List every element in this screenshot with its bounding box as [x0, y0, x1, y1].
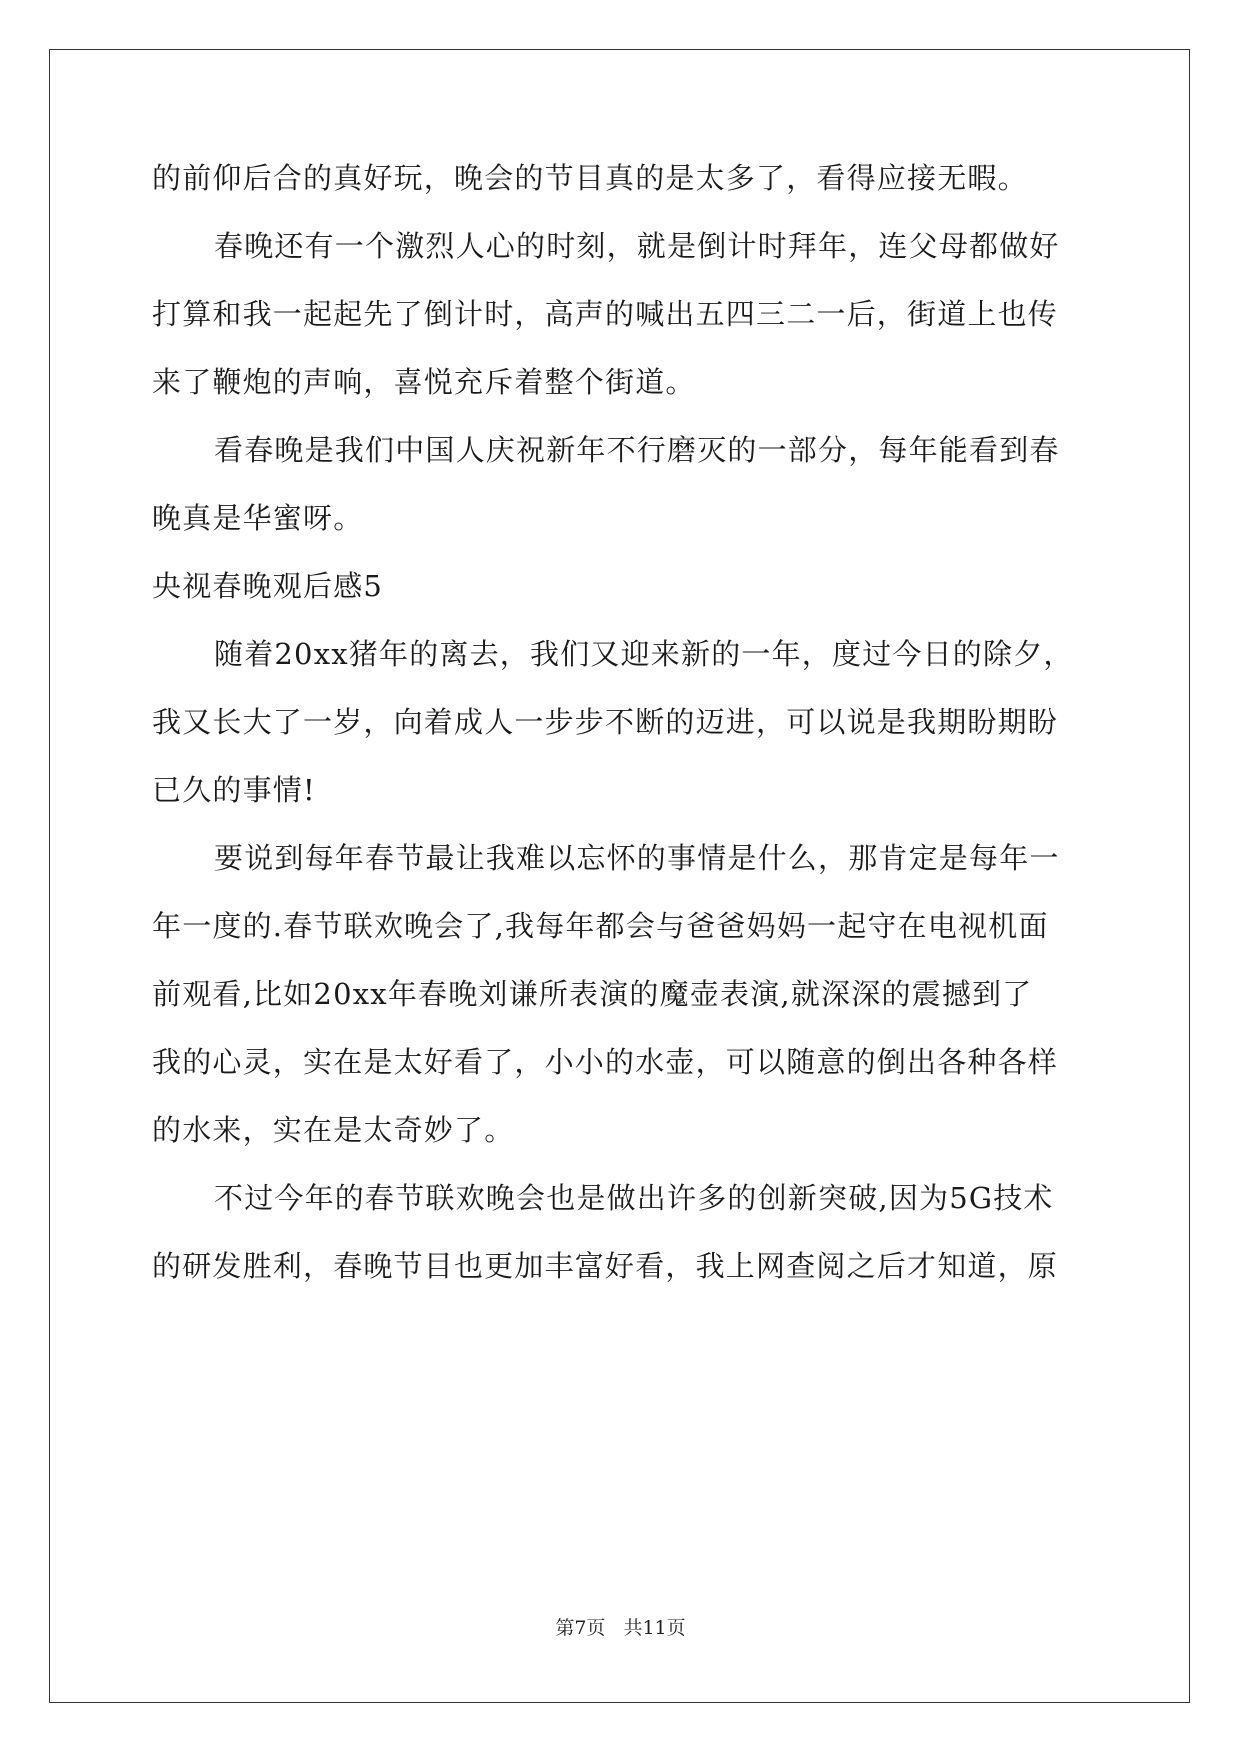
- paragraph-line: 已久的事情!: [152, 773, 316, 807]
- paragraph-line: 来了鞭炮的声响，喜悦充斥着整个街道。: [152, 365, 696, 399]
- paragraph-line: 随着20xx猪年的离去，我们又迎来新的一年，度过今日的除夕，: [214, 637, 1074, 671]
- paragraph-line: 要说到每年春节最让我难以忘怀的事情是什么，那肯定是每年一: [214, 841, 1060, 875]
- paragraph-line: 晚真是华蜜呀。: [152, 501, 364, 535]
- paragraph-line: 看春晚是我们中国人庆祝新年不行磨灭的一部分，每年能看到春: [214, 433, 1060, 467]
- paragraph-line: 不过今年的春节联欢晚会也是做出许多的创新突破,因为5G技术: [214, 1181, 1054, 1215]
- paragraph-line: 年一度的.春节联欢晚会了,我每年都会与爸爸妈妈一起守在电视机面: [152, 909, 1049, 943]
- paragraph-line: 的研发胜利，春晚节目也更加丰富好看，我上网查阅之后才知道，原: [152, 1249, 1059, 1283]
- paragraph-line: 前观看,比如20xx年春晚刘谦所表演的魔壶表演,就深深的震撼到了: [152, 977, 1033, 1011]
- page-number-total: 共11页: [623, 1617, 686, 1639]
- paragraph-line: 的水来，实在是太奇妙了。: [152, 1113, 515, 1147]
- paragraph-line: 春晚还有一个激烈人心的时刻，就是倒计时拜年，连父母都做好: [214, 229, 1060, 263]
- section-heading: 央视春晚观后感5: [152, 569, 384, 603]
- paragraph-line: 的前仰后合的真好玩，晚会的节目真的是太多了，看得应接无暇。: [152, 161, 1028, 195]
- page-number-current: 第7页: [555, 1617, 606, 1639]
- paragraph-line: 我又长大了一岁，向着成人一步步不断的迈进，可以说是我期盼期盼: [152, 705, 1059, 739]
- paragraph-line: 打算和我一起起先了倒计时，高声的喊出五四三二一后，街道上也传: [152, 297, 1059, 331]
- paragraph-line: 我的心灵，实在是太好看了，小小的水壶，可以随意的倒出各种各样: [152, 1045, 1059, 1079]
- page-footer: [0, 1616, 1241, 1640]
